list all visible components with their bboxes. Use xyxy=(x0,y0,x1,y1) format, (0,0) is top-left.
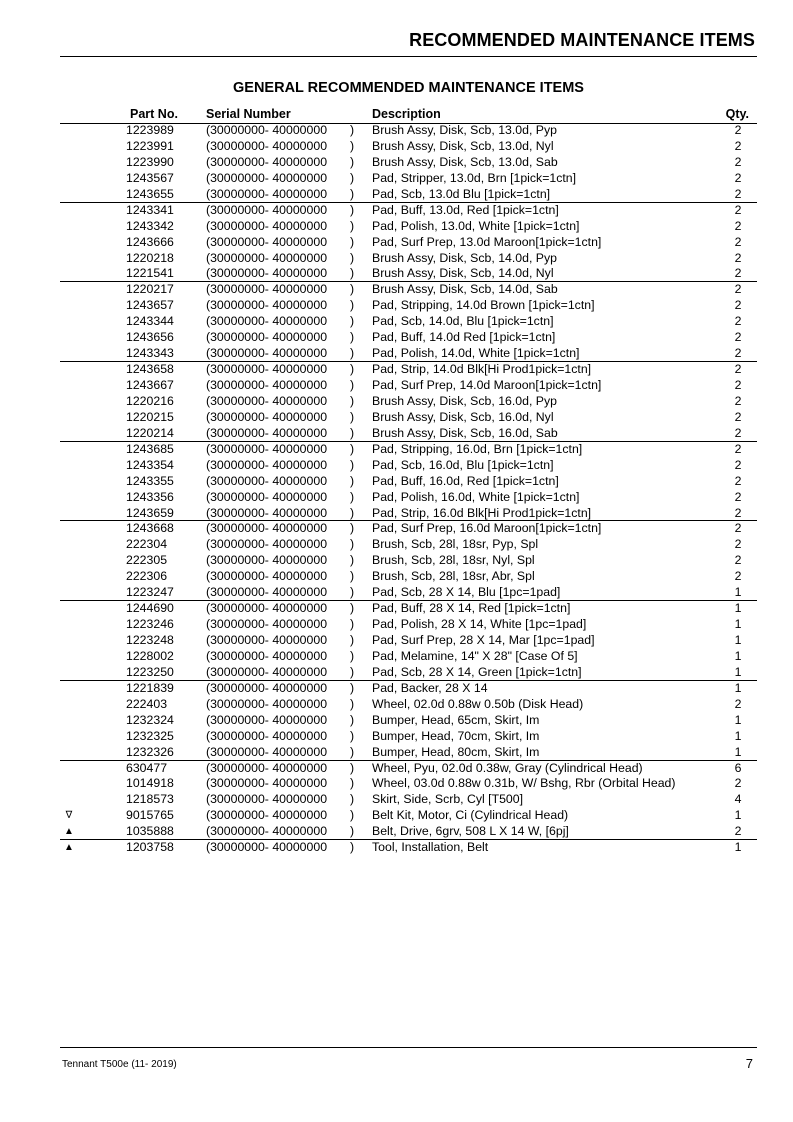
quantity: 2 xyxy=(734,425,742,440)
description: Bumper, Head, 70cm, Skirt, Im xyxy=(372,728,540,743)
part-number: 1221541 xyxy=(126,266,174,281)
description: Brush, Scb, 28l, 18sr, Nyl, Spl xyxy=(372,553,535,568)
table-row xyxy=(60,394,757,410)
quantity: 2 xyxy=(734,282,742,297)
serial-close-paren: ) xyxy=(350,521,355,536)
quantity: 2 xyxy=(734,314,742,329)
description: Wheel, Pyu, 02.0d 0.38w, Gray (Cylindrical Head) xyxy=(372,760,643,775)
table-row xyxy=(60,203,757,219)
part-number: 1243656 xyxy=(126,330,174,345)
table-row xyxy=(60,633,757,649)
table-row xyxy=(60,235,757,251)
part-number: 222306 xyxy=(126,569,168,584)
description: Brush, Scb, 28l, 18sr, Abr, Spl xyxy=(372,569,535,584)
column-header-part-no: Part No. xyxy=(130,107,178,121)
serial-range: (30000000- 40000000 xyxy=(206,202,328,217)
table-row xyxy=(60,761,757,777)
table-row xyxy=(60,282,757,298)
part-number: 1220216 xyxy=(126,393,174,408)
quantity: 1 xyxy=(734,840,742,855)
description: Pad, Polish, 14.0d, White [1pick=1ctn] xyxy=(372,346,580,361)
description: Wheel, 02.0d 0.88w 0.50b (Disk Head) xyxy=(372,696,584,711)
serial-close-paren: ) xyxy=(350,696,355,711)
description: Pad, Strip, 16.0d Blk[Hi Prod1pick=1ctn] xyxy=(372,505,592,520)
table-row xyxy=(60,840,757,856)
serial-range: (30000000- 40000000 xyxy=(206,346,328,361)
table-row xyxy=(60,553,757,569)
table-row xyxy=(60,251,757,267)
quantity: 2 xyxy=(734,489,742,504)
table-row xyxy=(60,139,757,155)
part-number: 1221839 xyxy=(126,680,174,695)
serial-range: (30000000- 40000000 xyxy=(206,266,328,281)
serial-range: (30000000- 40000000 xyxy=(206,489,328,504)
part-number: 1014918 xyxy=(126,776,174,791)
quantity: 2 xyxy=(734,569,742,584)
serial-close-paren: ) xyxy=(350,569,355,584)
table-row xyxy=(60,824,757,840)
part-number: 1223990 xyxy=(126,154,174,169)
serial-close-paren: ) xyxy=(350,664,355,679)
serial-close-paren: ) xyxy=(350,489,355,504)
serial-close-paren: ) xyxy=(350,441,355,456)
serial-range: (30000000- 40000000 xyxy=(206,314,328,329)
table-row xyxy=(60,649,757,665)
quantity: 2 xyxy=(734,266,742,281)
quantity: 1 xyxy=(734,617,742,632)
serial-close-paren: ) xyxy=(350,553,355,568)
table-row xyxy=(60,346,757,362)
part-number: 1243344 xyxy=(126,314,174,329)
serial-close-paren: ) xyxy=(350,728,355,743)
serial-close-paren: ) xyxy=(350,648,355,663)
table-row xyxy=(60,187,757,203)
description: Brush Assy, Disk, Scb, 13.0d, Nyl xyxy=(372,138,554,153)
table-row xyxy=(60,506,757,522)
part-number: 1243685 xyxy=(126,441,174,456)
part-number: 1223246 xyxy=(126,617,174,632)
description: Pad, Backer, 28 X 14 xyxy=(372,680,488,695)
description: Brush Assy, Disk, Scb, 16.0d, Nyl xyxy=(372,409,554,424)
quantity: 1 xyxy=(734,648,742,663)
part-number: 1243356 xyxy=(126,489,174,504)
serial-range: (30000000- 40000000 xyxy=(206,409,328,424)
quantity: 1 xyxy=(734,744,742,759)
description: Brush Assy, Disk, Scb, 16.0d, Pyp xyxy=(372,393,557,408)
serial-close-paren: ) xyxy=(350,617,355,632)
quantity: 1 xyxy=(734,585,742,600)
part-number: 1243342 xyxy=(126,218,174,233)
description: Brush Assy, Disk, Scb, 16.0d, Sab xyxy=(372,425,558,440)
serial-range: (30000000- 40000000 xyxy=(206,585,328,600)
serial-close-paren: ) xyxy=(350,633,355,647)
serial-range: (30000000- 40000000 xyxy=(206,648,328,663)
part-number: 1244690 xyxy=(126,601,174,616)
description: Pad, Polish, 16.0d, White [1pick=1ctn] xyxy=(372,489,580,504)
table-row xyxy=(60,537,757,553)
table-row xyxy=(60,123,757,139)
quantity: 2 xyxy=(734,393,742,408)
serial-close-paren: ) xyxy=(350,314,355,329)
description: Brush Assy, Disk, Scb, 14.0d, Sab xyxy=(372,282,558,297)
description: Pad, Scb, 28 X 14, Green [1pick=1ctn] xyxy=(372,664,582,679)
serial-range: (30000000- 40000000 xyxy=(206,521,328,536)
serial-range: (30000000- 40000000 xyxy=(206,792,328,807)
serial-close-paren: ) xyxy=(350,202,355,217)
part-number: 1220217 xyxy=(126,282,174,297)
serial-range: (30000000- 40000000 xyxy=(206,696,328,711)
page-footer xyxy=(60,1047,757,1078)
quantity: 2 xyxy=(734,378,742,392)
table-row xyxy=(60,729,757,745)
description: Pad, Melamine, 14" X 28" [Case Of 5] xyxy=(372,648,578,663)
column-header-description: Description xyxy=(372,107,441,121)
quantity: 2 xyxy=(734,154,742,169)
description: Wheel, 03.0d 0.88w 0.31b, W/ Bshg, Rbr (Orbital Head) xyxy=(372,776,676,791)
description: Pad, Scb, 16.0d, Blu [1pick=1ctn] xyxy=(372,457,554,472)
serial-close-paren: ) xyxy=(350,362,355,377)
serial-range: (30000000- 40000000 xyxy=(206,664,328,679)
table-row xyxy=(60,665,757,681)
serial-close-paren: ) xyxy=(350,393,355,408)
quantity: 1 xyxy=(734,728,742,743)
quantity: 2 xyxy=(734,537,742,552)
part-number: 1232326 xyxy=(126,744,174,759)
part-number: 1218573 xyxy=(126,792,174,807)
quantity: 2 xyxy=(734,170,742,185)
serial-range: (30000000- 40000000 xyxy=(206,505,328,520)
page-number: 7 xyxy=(745,1056,753,1071)
quantity: 2 xyxy=(734,473,742,488)
serial-close-paren: ) xyxy=(350,792,355,807)
quantity: 2 xyxy=(734,457,742,472)
row-marker-icon: ▲ xyxy=(64,842,74,854)
serial-close-paren: ) xyxy=(350,808,355,823)
part-number: 1243355 xyxy=(126,473,174,488)
serial-close-paren: ) xyxy=(350,744,355,759)
table-row xyxy=(60,776,757,792)
description: Pad, Buff, 28 X 14, Red [1pick=1ctn] xyxy=(372,601,571,616)
part-number: 1220214 xyxy=(126,425,174,440)
table-row xyxy=(60,617,757,633)
part-number: 1228002 xyxy=(126,648,174,663)
quantity: 2 xyxy=(734,138,742,153)
description: Pad, Polish, 13.0d, White [1pick=1ctn] xyxy=(372,218,580,233)
description: Bumper, Head, 65cm, Skirt, Im xyxy=(372,712,540,727)
quantity: 2 xyxy=(734,505,742,520)
serial-range: (30000000- 40000000 xyxy=(206,457,328,472)
table-row xyxy=(60,490,757,506)
column-header-qty: Qty. xyxy=(725,107,749,121)
serial-range: (30000000- 40000000 xyxy=(206,569,328,584)
serial-range: (30000000- 40000000 xyxy=(206,744,328,759)
serial-range: (30000000- 40000000 xyxy=(206,808,328,823)
description: Pad, Buff, 16.0d, Red [1pick=1ctn] xyxy=(372,473,559,488)
serial-close-paren: ) xyxy=(350,138,355,153)
description: Pad, Surf Prep, 14.0d Maroon[1pick=1ctn] xyxy=(372,378,602,392)
table-row xyxy=(60,458,757,474)
quantity: 2 xyxy=(734,234,742,249)
serial-range: (30000000- 40000000 xyxy=(206,553,328,568)
table-row xyxy=(60,745,757,761)
description: Pad, Surf Prep, 16.0d Maroon[1pick=1ctn] xyxy=(372,521,602,536)
serial-close-paren: ) xyxy=(350,505,355,520)
part-number: 222305 xyxy=(126,553,168,568)
serial-close-paren: ) xyxy=(350,601,355,616)
part-number: 1223991 xyxy=(126,138,174,153)
quantity: 1 xyxy=(734,633,742,647)
table-row xyxy=(60,298,757,314)
table-row xyxy=(60,569,757,585)
serial-range: (30000000- 40000000 xyxy=(206,601,328,616)
quantity: 2 xyxy=(734,298,742,313)
description: Pad, Surf Prep, 28 X 14, Mar [1pc=1pad] xyxy=(372,633,595,647)
table-row xyxy=(60,681,757,697)
quantity: 2 xyxy=(734,346,742,361)
part-number: 1243343 xyxy=(126,346,174,361)
description: Pad, Surf Prep, 13.0d Maroon[1pick=1ctn] xyxy=(372,234,602,249)
description: Brush Assy, Disk, Scb, 13.0d, Pyp xyxy=(372,123,557,137)
serial-close-paren: ) xyxy=(350,425,355,440)
serial-close-paren: ) xyxy=(350,712,355,727)
table-row xyxy=(60,330,757,346)
part-number: 1232324 xyxy=(126,712,174,727)
quantity: 4 xyxy=(734,792,742,807)
table-row xyxy=(60,713,757,729)
description: Pad, Buff, 14.0d Red [1pick=1ctn] xyxy=(372,330,556,345)
description: Pad, Buff, 13.0d, Red [1pick=1ctn] xyxy=(372,202,559,217)
serial-close-paren: ) xyxy=(350,218,355,233)
table-row xyxy=(60,410,757,426)
table-row xyxy=(60,521,757,537)
serial-range: (30000000- 40000000 xyxy=(206,170,328,185)
quantity: 2 xyxy=(734,362,742,377)
part-number: 1203758 xyxy=(126,840,174,855)
serial-range: (30000000- 40000000 xyxy=(206,393,328,408)
serial-range: (30000000- 40000000 xyxy=(206,123,328,137)
serial-close-paren: ) xyxy=(350,585,355,600)
description: Brush, Scb, 28l, 18sr, Pyp, Spl xyxy=(372,537,539,552)
table-row xyxy=(60,697,757,713)
part-number: 9015765 xyxy=(126,808,174,823)
table-row xyxy=(60,792,757,808)
parts-table xyxy=(60,123,757,856)
description: Pad, Strip, 14.0d Blk[Hi Prod1pick=1ctn] xyxy=(372,362,592,377)
description: Pad, Scb, 14.0d, Blu [1pick=1ctn] xyxy=(372,314,554,329)
quantity: 1 xyxy=(734,664,742,679)
serial-close-paren: ) xyxy=(350,537,355,552)
serial-range: (30000000- 40000000 xyxy=(206,728,328,743)
column-header-serial-number: Serial Number xyxy=(206,107,291,121)
quantity: 2 xyxy=(734,218,742,233)
table-row xyxy=(60,362,757,378)
serial-close-paren: ) xyxy=(350,250,355,265)
quantity: 2 xyxy=(734,553,742,568)
serial-close-paren: ) xyxy=(350,346,355,361)
description: Bumper, Head, 80cm, Skirt, Im xyxy=(372,744,540,759)
quantity: 2 xyxy=(734,409,742,424)
table-row xyxy=(60,378,757,394)
part-number: 1220215 xyxy=(126,409,174,424)
part-number: 1223248 xyxy=(126,633,174,647)
serial-range: (30000000- 40000000 xyxy=(206,680,328,695)
part-number: 1243667 xyxy=(126,378,174,392)
serial-range: (30000000- 40000000 xyxy=(206,282,328,297)
quantity: 2 xyxy=(734,441,742,456)
description: Pad, Stripper, 13.0d, Brn [1pick=1ctn] xyxy=(372,170,577,185)
serial-close-paren: ) xyxy=(350,234,355,249)
table-row xyxy=(60,155,757,171)
serial-range: (30000000- 40000000 xyxy=(206,617,328,632)
part-number: 1243666 xyxy=(126,234,174,249)
part-number: 630477 xyxy=(126,760,168,775)
part-number: 1243341 xyxy=(126,202,174,217)
quantity: 2 xyxy=(734,123,742,137)
part-number: 1243657 xyxy=(126,298,174,313)
serial-range: (30000000- 40000000 xyxy=(206,760,328,775)
part-number: 222304 xyxy=(126,537,168,552)
serial-close-paren: ) xyxy=(350,457,355,472)
serial-range: (30000000- 40000000 xyxy=(206,712,328,727)
serial-range: (30000000- 40000000 xyxy=(206,824,328,839)
table-row xyxy=(60,442,757,458)
table-row xyxy=(60,474,757,490)
serial-range: (30000000- 40000000 xyxy=(206,473,328,488)
serial-range: (30000000- 40000000 xyxy=(206,330,328,345)
document-id: Tennant T500e (11- 2019) xyxy=(62,1059,177,1070)
section-title: GENERAL RECOMMENDED MAINTENANCE ITEMS xyxy=(233,80,584,96)
description: Brush Assy, Disk, Scb, 13.0d, Sab xyxy=(372,154,558,169)
serial-range: (30000000- 40000000 xyxy=(206,776,328,791)
table-row xyxy=(60,601,757,617)
description: Pad, Scb, 28 X 14, Blu [1pc=1pad] xyxy=(372,585,561,600)
serial-close-paren: ) xyxy=(350,378,355,392)
table-row xyxy=(60,219,757,235)
serial-range: (30000000- 40000000 xyxy=(206,154,328,169)
quantity: 1 xyxy=(734,712,742,727)
table-row xyxy=(60,808,757,824)
serial-range: (30000000- 40000000 xyxy=(206,378,328,392)
serial-close-paren: ) xyxy=(350,123,355,137)
table-row xyxy=(60,171,757,187)
quantity: 6 xyxy=(734,760,742,775)
serial-close-paren: ) xyxy=(350,409,355,424)
page-title: RECOMMENDED MAINTENANCE ITEMS xyxy=(409,30,755,50)
description: Skirt, Side, Scrb, Cyl [T500] xyxy=(372,792,524,807)
quantity: 2 xyxy=(734,776,742,791)
table-row xyxy=(60,585,757,601)
quantity: 2 xyxy=(734,330,742,345)
serial-range: (30000000- 40000000 xyxy=(206,218,328,233)
part-number: 1223247 xyxy=(126,585,174,600)
quantity: 1 xyxy=(734,680,742,695)
quantity: 2 xyxy=(734,186,742,201)
quantity: 1 xyxy=(734,601,742,616)
row-marker-icon: ∇ xyxy=(65,810,73,822)
serial-close-paren: ) xyxy=(350,186,355,201)
serial-close-paren: ) xyxy=(350,680,355,695)
table-row xyxy=(60,266,757,282)
serial-close-paren: ) xyxy=(350,330,355,345)
table-row xyxy=(60,426,757,442)
part-number: 1243658 xyxy=(126,362,174,377)
description: Brush Assy, Disk, Scb, 14.0d, Nyl xyxy=(372,266,554,281)
part-number: 1223250 xyxy=(126,664,174,679)
serial-range: (30000000- 40000000 xyxy=(206,234,328,249)
part-number: 1243668 xyxy=(126,521,174,536)
serial-range: (30000000- 40000000 xyxy=(206,362,328,377)
description: Pad, Stripping, 16.0d, Brn [1pick=1ctn] xyxy=(372,441,583,456)
part-number: 1232325 xyxy=(126,728,174,743)
serial-close-paren: ) xyxy=(350,298,355,313)
description: Tool, Installation, Belt xyxy=(372,840,489,855)
serial-close-paren: ) xyxy=(350,776,355,791)
serial-close-paren: ) xyxy=(350,282,355,297)
serial-range: (30000000- 40000000 xyxy=(206,298,328,313)
serial-close-paren: ) xyxy=(350,824,355,839)
serial-close-paren: ) xyxy=(350,170,355,185)
serial-range: (30000000- 40000000 xyxy=(206,186,328,201)
description: Belt Kit, Motor, Ci (Cylindrical Head) xyxy=(372,808,569,823)
serial-range: (30000000- 40000000 xyxy=(206,633,328,647)
serial-close-paren: ) xyxy=(350,266,355,281)
quantity: 2 xyxy=(734,696,742,711)
quantity: 1 xyxy=(734,808,742,823)
part-number: 1243354 xyxy=(126,457,174,472)
description: Pad, Scb, 13.0d Blu [1pick=1ctn] xyxy=(372,186,551,201)
part-number: 222403 xyxy=(126,696,168,711)
quantity: 2 xyxy=(734,824,742,839)
serial-range: (30000000- 40000000 xyxy=(206,250,328,265)
part-number: 1220218 xyxy=(126,250,174,265)
serial-range: (30000000- 40000000 xyxy=(206,425,328,440)
quantity: 2 xyxy=(734,202,742,217)
description: Belt, Drive, 6grv, 508 L X 14 W, [6pj] xyxy=(372,824,569,839)
serial-close-paren: ) xyxy=(350,473,355,488)
row-marker-icon: ▲ xyxy=(64,826,74,838)
page-header xyxy=(60,30,757,57)
table-header xyxy=(60,107,757,124)
table-row xyxy=(60,314,757,330)
serial-close-paren: ) xyxy=(350,760,355,775)
serial-range: (30000000- 40000000 xyxy=(206,840,328,855)
serial-range: (30000000- 40000000 xyxy=(206,441,328,456)
part-number: 1243655 xyxy=(126,186,174,201)
serial-close-paren: ) xyxy=(350,154,355,169)
serial-range: (30000000- 40000000 xyxy=(206,138,328,153)
quantity: 2 xyxy=(734,521,742,536)
serial-range: (30000000- 40000000 xyxy=(206,537,328,552)
part-number: 1035888 xyxy=(126,824,174,839)
description: Pad, Stripping, 14.0d Brown [1pick=1ctn] xyxy=(372,298,595,313)
part-number: 1223989 xyxy=(126,123,174,137)
description: Pad, Polish, 28 X 14, White [1pc=1pad] xyxy=(372,617,587,632)
description: Brush Assy, Disk, Scb, 14.0d, Pyp xyxy=(372,250,557,265)
serial-close-paren: ) xyxy=(350,840,355,855)
quantity: 2 xyxy=(734,250,742,265)
part-number: 1243567 xyxy=(126,170,174,185)
part-number: 1243659 xyxy=(126,505,174,520)
